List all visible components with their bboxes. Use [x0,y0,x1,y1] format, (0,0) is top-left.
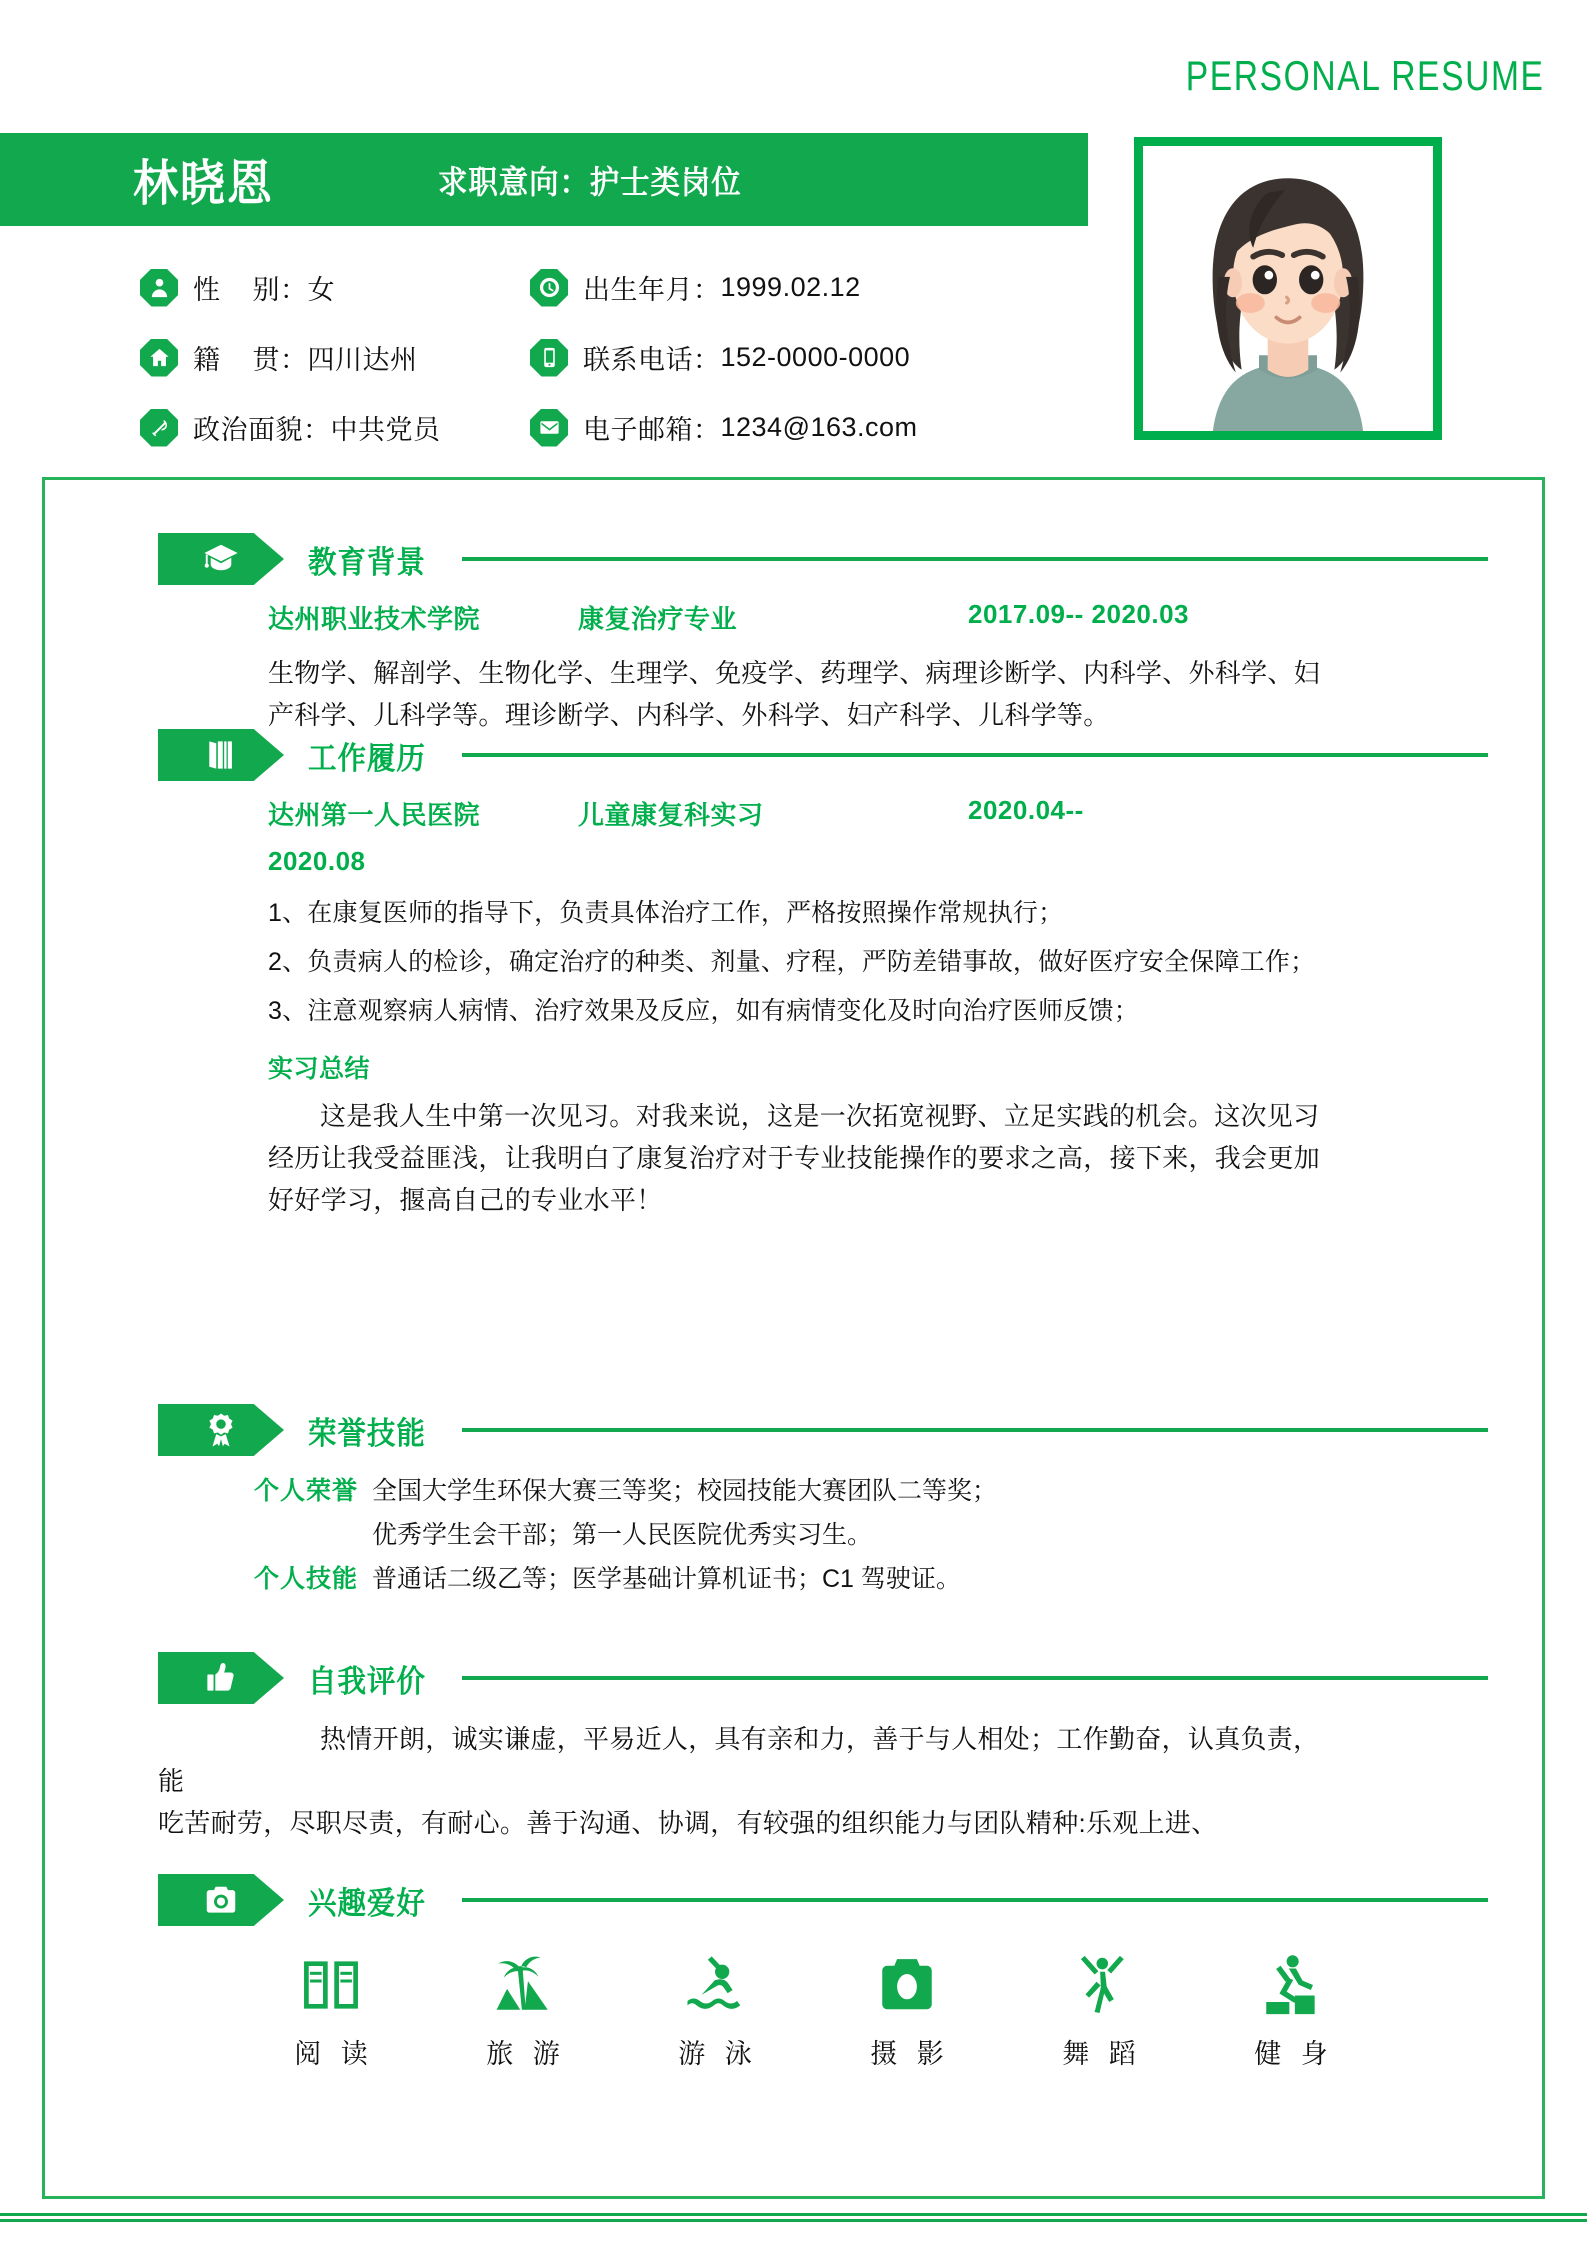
dancer-icon [1066,1952,1132,2018]
honor-value-line-2: 优秀学生会干部；第一人民医院优秀实习生。 [372,1520,873,1549]
section-rule [462,1428,1488,1432]
contact-label: 籍 贯： [193,345,308,375]
work-duty: 2、负责病人的检诊，确定治疗的种类、剂量、疗程，严防差错事故，做好医疗安全保障工作； [268,947,1316,976]
open-book-icon [298,1952,364,2018]
contact-label: 联系电话： [583,345,721,375]
section-header [158,533,1488,585]
graduation-cap-icon [158,533,284,585]
contact-item-hometown [140,338,530,377]
contact-value: 女 [307,275,336,305]
swimmer-icon [682,1952,748,2018]
section-content [268,599,1488,736]
section-title: 工作履历 [308,740,426,776]
major-name: 康复治疗专业 [578,604,738,634]
hobby-item-fitness [1216,1952,1366,2071]
hobby-item-reading [256,1952,406,2071]
person-icon [140,269,178,307]
work-duty: 1、在康复医师的指导下，负责具体治疗工作，严格按照操作常规执行； [268,899,1064,927]
skill-key: 个人技能 [254,1564,359,1593]
hobby-list [256,1952,1366,2071]
section-hobbies [158,1874,1488,2071]
hobby-label: 舞 蹈 [1062,2039,1142,2069]
job-objective: 求职意向：护士类岗位 [438,163,742,200]
section-education [158,533,1488,736]
hobby-item-swimming [640,1952,790,2071]
education-courses-line-2: 产科学、儿科学等。理诊断学、内科学、外科学、妇产科学、儿科学等。 [268,700,1110,731]
internship-summary-title: 实习总结 [268,1055,371,1084]
section-self-evaluation [158,1652,1488,1844]
section-header [158,1652,1488,1704]
palm-tree-icon [490,1952,556,2018]
hobby-item-photography [832,1952,982,2071]
hobby-label: 健 身 [1254,2039,1334,2069]
hobby-label: 旅 游 [486,2039,566,2069]
envelope-icon [530,409,568,447]
education-date: 2017.09-- 2020.03 [968,599,1190,629]
work-date-start: 2020.04-- [968,795,1084,825]
hobby-label: 阅 读 [294,2039,374,2069]
hobby-label: 游 泳 [678,2039,758,2069]
section-header [158,1874,1488,1926]
section-content [254,1470,1488,1601]
footer-stripe-line [0,2213,1587,2216]
resume-body [42,477,1545,2199]
hobby-item-travel [448,1952,598,2071]
internship-summary-line-3: 好好学习，揠高自己的专业水平！ [268,1185,663,1216]
section-title: 教育背景 [308,544,426,580]
header-band [0,133,1088,226]
contact-value: 1999.02.12 [720,272,861,302]
honor-row-continued [254,1514,1488,1558]
contact-value: 中共党员 [330,415,441,445]
work-date-end-row [268,846,1488,877]
work-role: 儿童康复科实习 [578,800,764,830]
phone-icon [530,339,568,377]
skill-row [254,1558,1488,1602]
section-work [158,729,1488,1222]
candidate-name: 林晓恩 [133,156,274,211]
section-header [158,1404,1488,1456]
section-rule [462,753,1488,757]
section-honors [158,1404,1488,1601]
contact-label: 电子邮箱： [583,415,721,445]
contact-label: 性 别： [193,275,308,305]
section-rule [462,1676,1488,1680]
contact-item-gender [140,268,530,307]
honor-key: 个人荣誉 [254,1477,359,1505]
section-title: 自我评价 [308,1663,426,1699]
self-eval-line-2: 能 [158,1766,185,1797]
home-icon [140,339,178,377]
internship-summary-line-1: 这是我人生中第一次见习。对我来说，这是一次拓宽视野、立足实践的机会。这次见习 [320,1101,1320,1132]
section-header [158,729,1488,781]
work-date-end: 2020.08 [268,846,366,876]
work-entry-header [268,795,1488,832]
education-entry-header [268,599,1488,636]
school-name: 达州职业技术学院 [268,604,481,634]
section-rule [462,1898,1488,1902]
honor-row [254,1470,1488,1514]
education-courses-line-1: 生物学、解剖学、生物化学、生理学、免疫学、药理学、病理诊断学、内科学、外科学、妇 [268,658,1321,688]
contact-item-birthday [530,268,1130,307]
section-rule [462,557,1488,561]
contact-grid [140,268,1130,447]
award-ribbon-icon [158,1404,284,1456]
internship-summary-line-2: 经历让我受益匪浅，让我明白了康复治疗对于专业技能操作的要求之高，接下来，我会更加 [268,1143,1321,1174]
thumbs-up-icon [158,1652,284,1704]
section-content [268,795,1488,1222]
avatar-illustration [1143,146,1433,431]
contact-value: 四川达州 [307,345,418,375]
contact-item-political-status [140,408,530,447]
section-title: 荣誉技能 [308,1415,426,1451]
footer-stripe-line [0,2219,1587,2222]
camera-icon [874,1952,940,2018]
section-title: 兴趣爱好 [308,1885,426,1921]
footer-stripe [0,2213,1587,2224]
section-content [158,1718,1488,1844]
self-eval-line-1: 热情开朗，诚实谦虚，平易近人，具有亲和力，善于与人相处；工作勤奋，认真负责， [320,1724,1320,1754]
fitness-icon [1258,1952,1324,2018]
honor-key-spacer [254,1514,372,1558]
contact-label: 政治面貌： [193,415,331,445]
contact-value: 152-0000-0000 [720,342,911,372]
books-icon [158,729,284,781]
contact-label: 出生年月： [583,275,721,305]
contact-item-email [530,408,1130,447]
self-eval-line-3: 吃苦耐劳，尽职尽责，有耐心。善于沟通、协调，有较强的组织能力与团队精种:乐观上进、 [158,1808,1218,1839]
honor-value: 全国大学生环保大赛三等奖；校园技能大赛团队二等奖； [372,1477,998,1505]
hobby-item-dance [1024,1952,1174,2071]
contact-value: 1234@163.com [720,412,918,442]
avatar-photo [1134,137,1442,440]
work-duty: 3、注意观察病人病情、治疗效果及反应，如有病情变化及时向治疗医师反馈； [268,996,1139,1025]
skill-value: 普通话二级乙等；医学基础计算机证书；C1 驾驶证。 [372,1564,961,1593]
hammer-sickle-icon [140,409,178,447]
hobby-label: 摄 影 [870,2039,950,2069]
contact-item-phone [530,338,1130,377]
camera-icon [158,1874,284,1926]
page-title: PERSONAL RESUME [1186,52,1545,99]
company-name: 达州第一人民医院 [268,800,481,830]
clock-icon [530,269,568,307]
